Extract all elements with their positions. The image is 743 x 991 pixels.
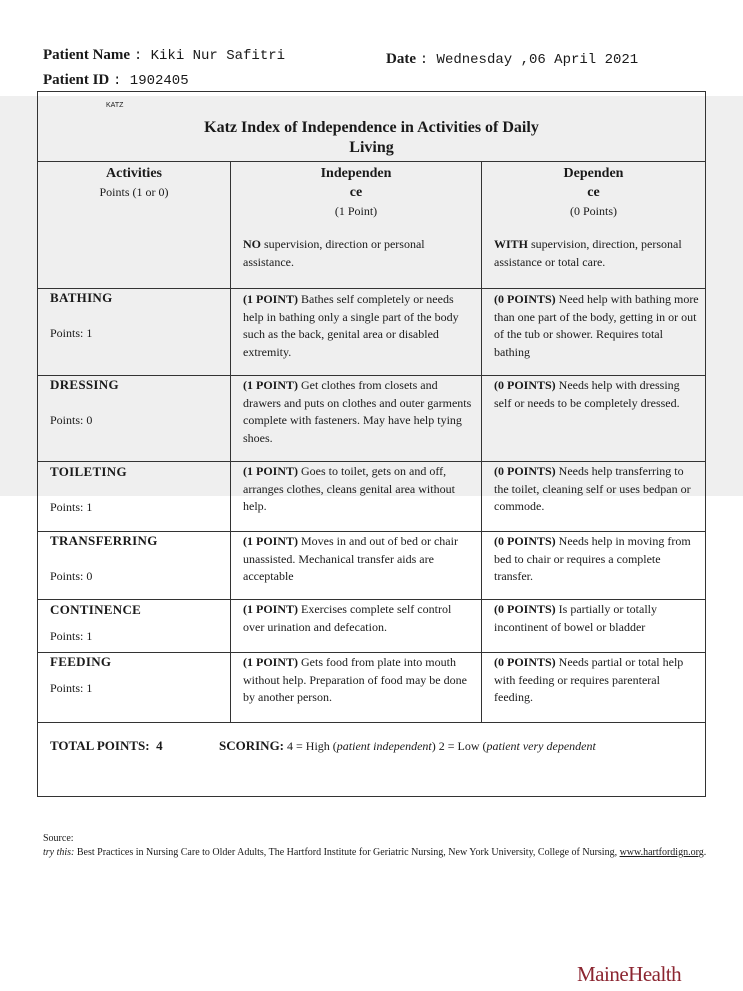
form-tag: KATZ [106, 102, 124, 109]
divider [230, 161, 231, 722]
transferring-dependence: (0 POINTS) Needs help in moving from bed to chair or requires a complete transfer. [494, 534, 691, 583]
source-link[interactable]: www.hartfordign.org [619, 847, 704, 858]
activity-feeding: FEEDING Points: 1 [50, 654, 112, 695]
scoring-legend: SCORING: 4 = High (patient independent) 2 = Low (patient very dependent [219, 738, 596, 753]
activity-dressing: DRESSING Points: 0 [50, 377, 119, 427]
divider [38, 461, 705, 462]
continence-dependence: (0 POINTS) Is partially or totally incontinent of bowel or bladder [494, 602, 657, 634]
mainehealth-logo: MaineHealth [577, 962, 682, 986]
col-independence: Independen ce (1 Point) [320, 166, 392, 218]
transferring-independence: (1 POINT) Moves in and out of bed or chair unassisted. Mechanical transfer aids are acceptable [243, 534, 458, 583]
divider [481, 161, 482, 722]
source-citation: Source: try this: Best Practices in Nursing Care to Older Adults, The Hartford Institute for Geriatric Nursing, New York University, College of Nursing, www.hartfordign.org. [43, 833, 707, 858]
feeding-independence: (1 POINT) Gets food from plate into mouth without help. Preparation of food may be done by another person. [243, 655, 467, 704]
divider [38, 599, 705, 600]
feeding-dependence: (0 POINTS) Needs partial or total help with feeding or requires parenteral feeding. [494, 655, 684, 704]
form-title: Katz Index of Independence in Activities of Daily Living [204, 119, 539, 156]
continence-independence: (1 POINT) Exercises complete self control over urination and defecation. [243, 602, 452, 634]
assessment-date: Date : Wednesday ,06 April 2021 [386, 51, 639, 68]
toileting-dependence: (0 POINTS) Needs help transferring to the toilet, cleaning self or uses bedpan or commode. [494, 464, 691, 513]
col-activities: Activities Points (1 or 0) [99, 166, 169, 199]
col-dependence: Dependen ce (0 Points) [563, 166, 624, 218]
dependence-description: WITH supervision, direction, personal assistance or total care. [494, 237, 682, 269]
bathing-dependence: (0 POINTS) Need help with bathing more than one part of the body, getting in or out of the tub or shower. Requires total bathing [494, 292, 699, 359]
activity-toileting: TOILETING Points: 1 [50, 464, 127, 514]
divider [38, 161, 705, 162]
dressing-dependence: (0 POINTS) Needs help with dressing self or needs to be completely dressed. [494, 378, 680, 410]
activity-continence: CONTINENCE Points: 1 [50, 602, 142, 643]
independence-description: NO supervision, direction or personal assistance. [243, 237, 425, 269]
katz-form-table [37, 91, 706, 797]
activity-bathing: BATHING Points: 1 [50, 290, 113, 340]
divider [38, 722, 705, 723]
bathing-independence: (1 POINT) Bathes self completely or needs help in bathing only a single part of the body such as the back, genital area or disabled extremity. [243, 292, 459, 359]
dressing-independence: (1 POINT) Get clothes from closets and drawers and puts on clothes and outer garments complete with fasteners. May have help tying shoes. [243, 378, 472, 445]
toileting-independence: (1 POINT) Goes to toilet, gets on and off, arranges clothes, cleans genital area without help. [243, 464, 455, 513]
patient-id: Patient ID : 1902405 [43, 72, 189, 89]
activity-transferring: TRANSFERRING Points: 0 [50, 533, 158, 583]
total-points: TOTAL POINTS: 4 [50, 738, 163, 753]
patient-name: Patient Name : Kiki Nur Safitri [43, 47, 286, 64]
